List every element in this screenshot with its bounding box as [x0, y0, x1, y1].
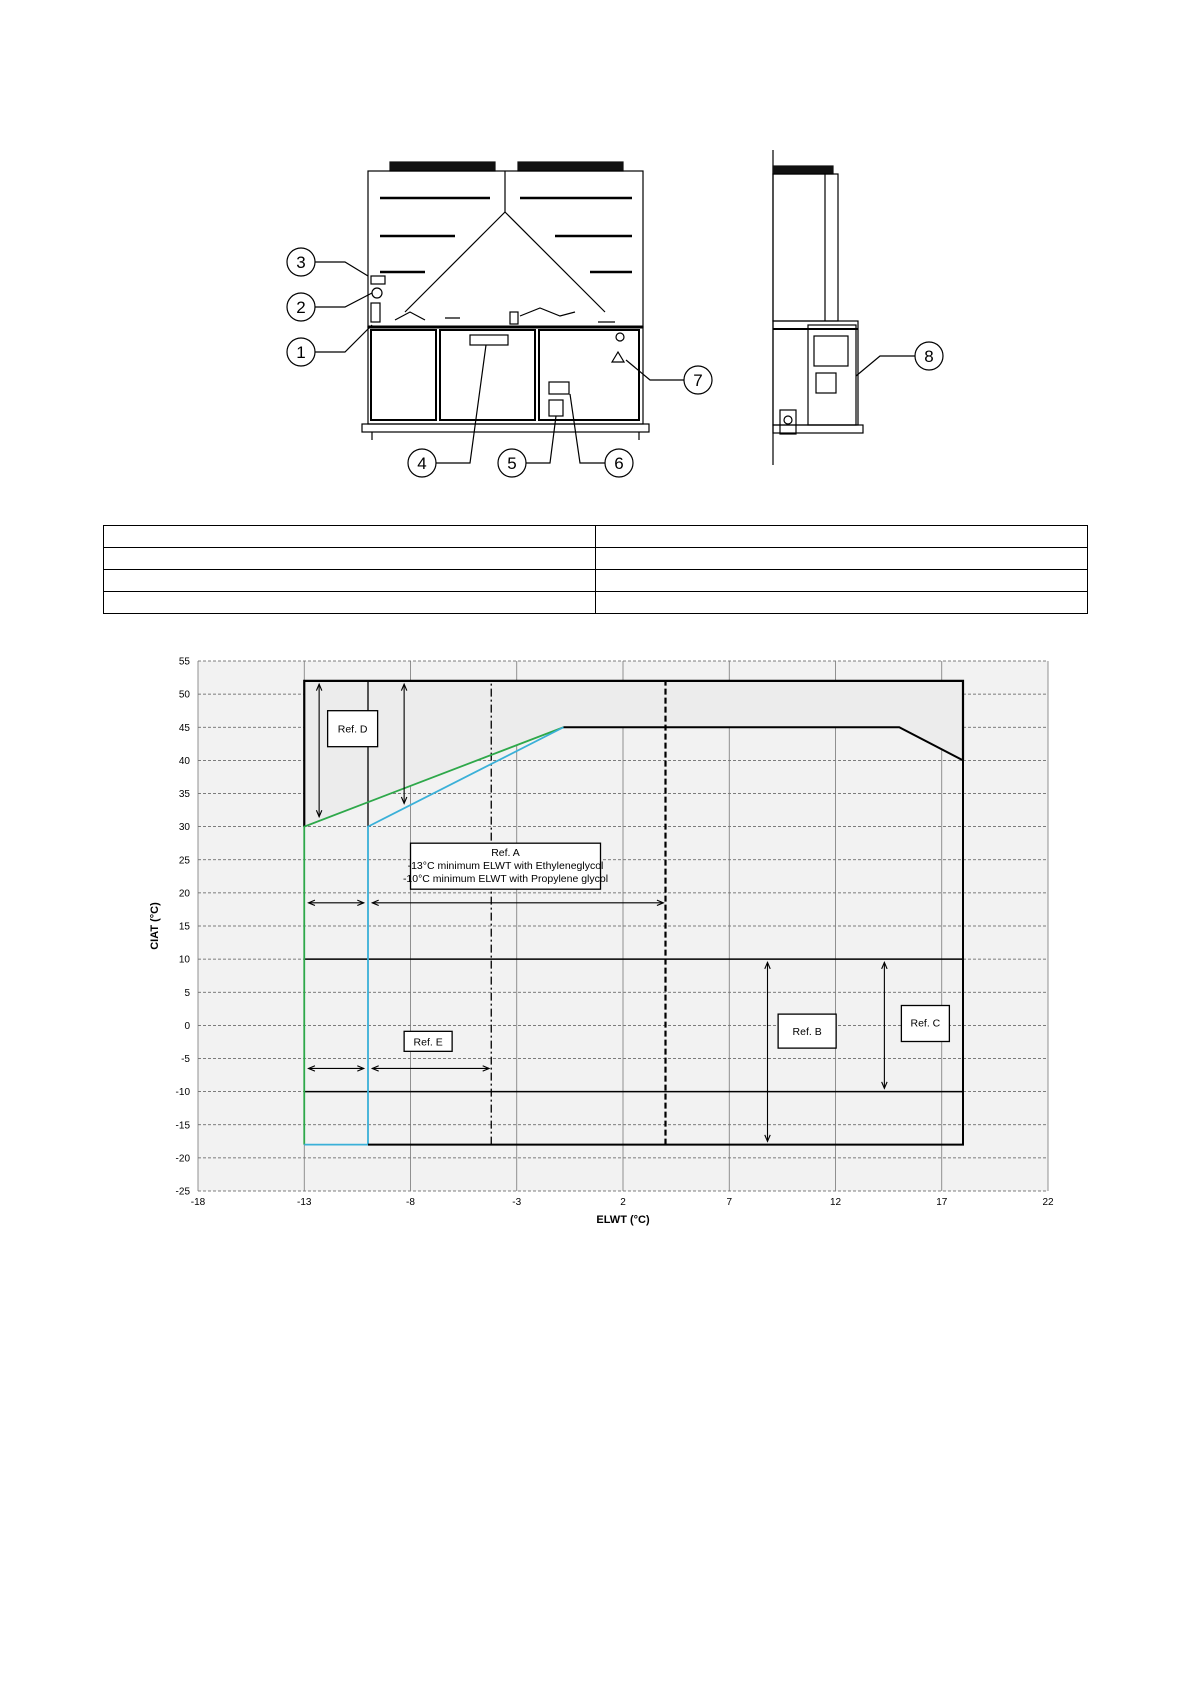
table-row: [104, 548, 1088, 570]
y-tick-label: 25: [178, 855, 190, 867]
svg-text:7: 7: [693, 371, 703, 390]
y-tick-label: -20: [175, 1153, 190, 1165]
ref-e-label: Ref. E: [413, 1036, 443, 1049]
ref-b-box: [778, 1014, 836, 1048]
y-tick-label: -5: [181, 1054, 190, 1065]
x-tick-label: -8: [406, 1197, 415, 1208]
ref-a-line2: -10°C minimum ELWT with Propylene glycol: [402, 873, 609, 886]
y-tick-label: 0: [184, 1020, 190, 1032]
y-tick-label: 20: [178, 888, 190, 900]
x-tick-label: 12: [829, 1197, 842, 1208]
table-row: [104, 570, 1088, 592]
callout-6: [570, 394, 633, 477]
callout-1: [287, 325, 372, 366]
front-view: [362, 162, 649, 440]
x-axis-title: ELWT (°C): [596, 1214, 650, 1226]
svg-text:1: 1: [296, 343, 306, 362]
callout-5: [498, 416, 556, 477]
y-tick-label: 55: [178, 656, 190, 668]
y-tick-label: 5: [184, 987, 190, 999]
svg-text:2: 2: [296, 298, 306, 317]
y-tick-label: 35: [178, 789, 190, 800]
y-tick-label: 45: [178, 722, 190, 734]
table-cell: [104, 526, 596, 548]
table-cell: [104, 592, 596, 614]
operating-envelope-chart: [128, 655, 1068, 1228]
svg-text:5: 5: [507, 454, 517, 473]
side-view: [773, 150, 863, 465]
ref-d-box: [328, 711, 378, 747]
table-cell: [596, 592, 1088, 614]
table-row: [104, 592, 1088, 614]
table-cell: [596, 548, 1088, 570]
table-row: [104, 526, 1088, 548]
x-tick-label: -3: [512, 1197, 522, 1208]
y-axis-title: CIAT (°C): [149, 902, 161, 950]
y-tick-label: 30: [178, 822, 190, 834]
x-tick-label: -13: [297, 1197, 312, 1208]
table-cell: [596, 570, 1088, 592]
x-tick-label: 7: [726, 1197, 733, 1208]
svg-text:6: 6: [614, 454, 624, 473]
callout-8: [856, 342, 943, 376]
y-tick-label: 50: [178, 689, 190, 701]
svg-text:3: 3: [296, 253, 306, 272]
x-tick-label: 17: [936, 1197, 948, 1208]
y-tick-label: 40: [178, 755, 190, 767]
x-tick-label: 22: [1042, 1197, 1054, 1208]
ref-c-box: [901, 1006, 949, 1042]
y-tick-label: 10: [178, 954, 190, 966]
ref-a-box: [403, 843, 608, 889]
chart-svg: [128, 655, 1068, 1228]
svg-text:4: 4: [417, 454, 427, 473]
x-tick-label: -18: [190, 1197, 206, 1208]
table-cell: [104, 570, 596, 592]
svg-text:8: 8: [924, 347, 934, 366]
ref-d-label: Ref. D: [337, 723, 368, 736]
ref-a-title: Ref. A: [491, 847, 520, 860]
table-cell: [104, 548, 596, 570]
unit-drawing: [0, 0, 1190, 510]
y-tick-label: -10: [175, 1087, 190, 1099]
callout-2: [287, 293, 372, 321]
callout-4: [408, 345, 486, 477]
ref-e-box: [404, 1031, 452, 1051]
ref-b-label: Ref. B: [792, 1026, 822, 1039]
x-tick-label: 2: [620, 1197, 626, 1208]
y-tick-label: -15: [175, 1120, 190, 1132]
y-tick-label: 15: [178, 921, 190, 933]
ref-c-label: Ref. C: [910, 1017, 941, 1030]
ref-a-line1: -13°C minimum ELWT with Ethyleneglycol: [407, 860, 604, 873]
table-cell: [596, 526, 1088, 548]
callout-3: [287, 248, 368, 276]
empty-table: [103, 525, 1088, 614]
y-tick-label: -25: [175, 1186, 190, 1198]
